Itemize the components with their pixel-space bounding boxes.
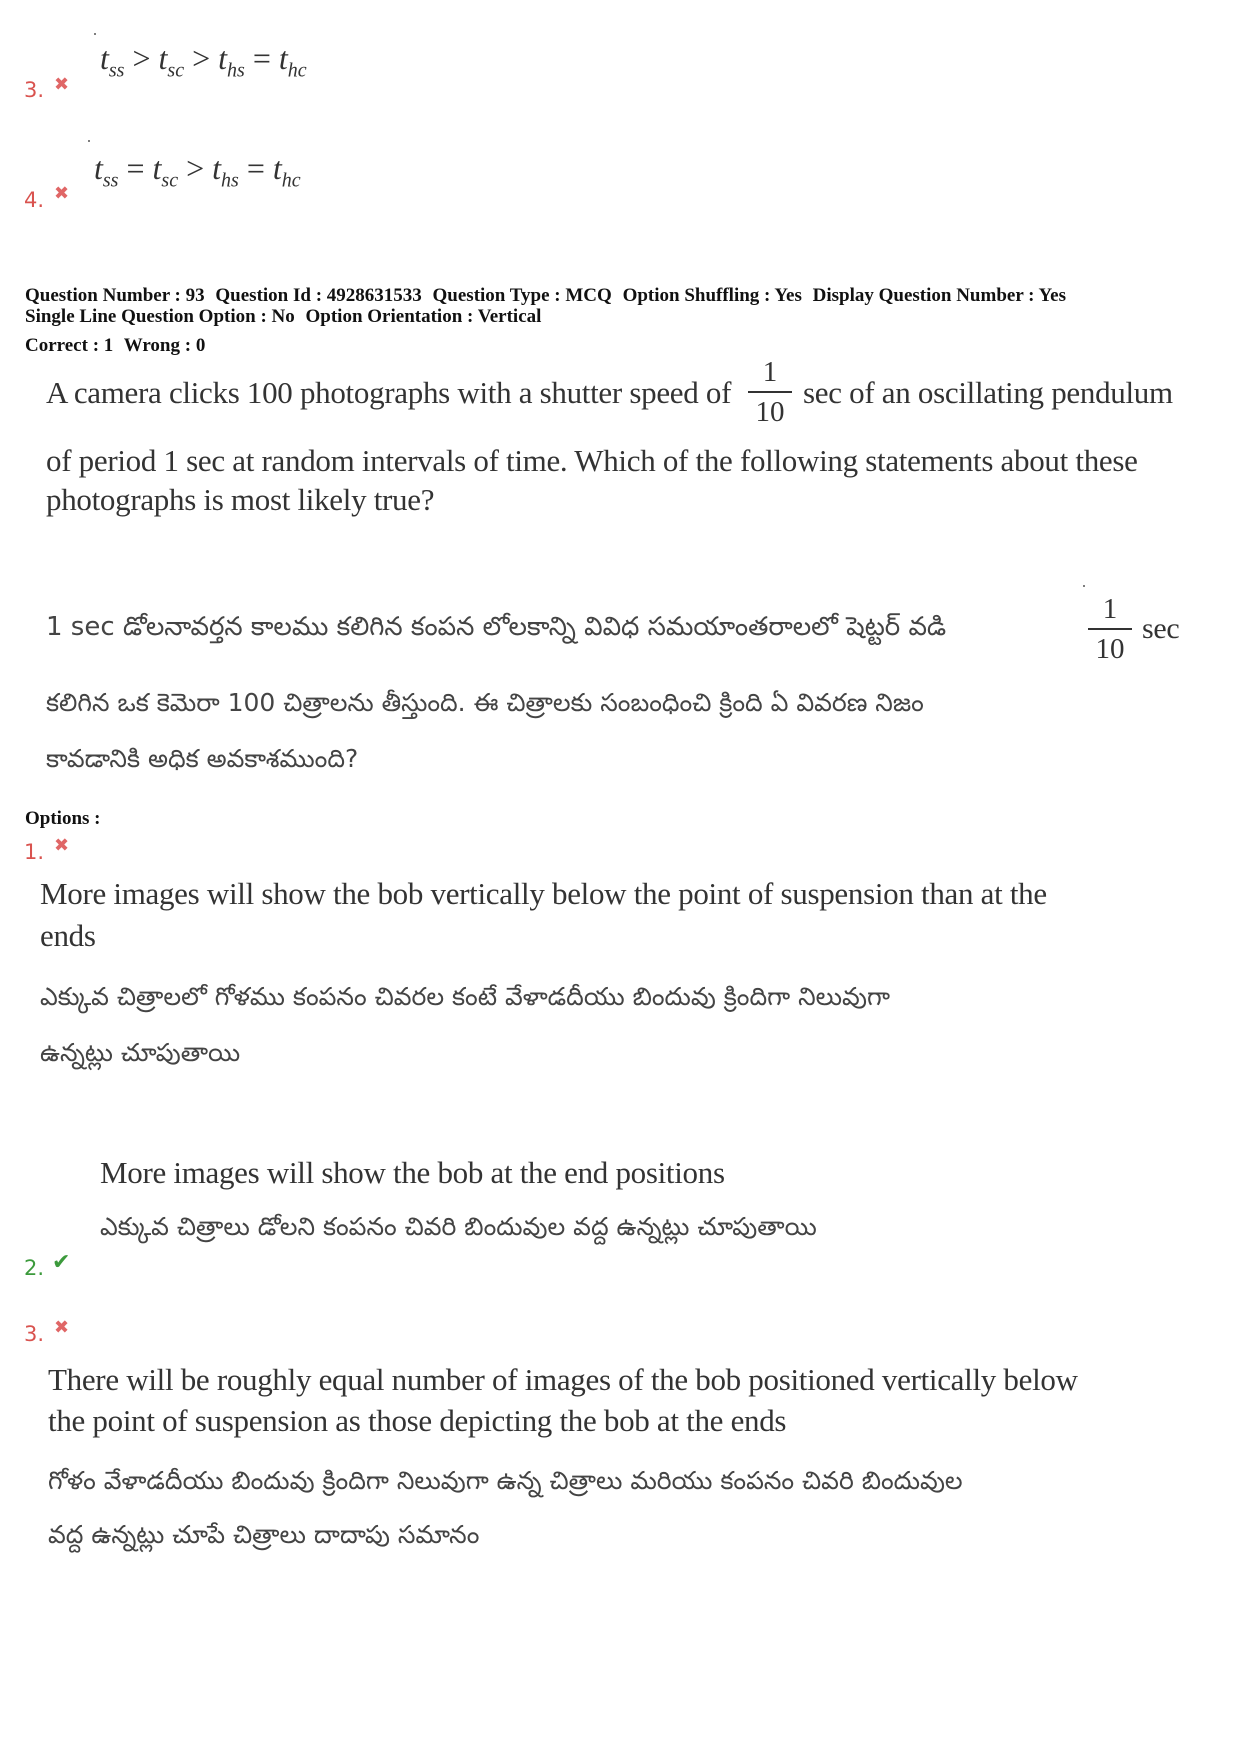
option-1-te-line-2: ఉన్నట్లు చూపుతాయి [40, 1038, 241, 1067]
dot-mark [94, 33, 96, 35]
fraction: 1 10 [1088, 592, 1132, 666]
question-te-line-3: కావడానికి అధిక అవకాశముంది? [46, 744, 359, 773]
option-number: 1. [24, 840, 45, 864]
option-2-en-line-1: More images will show the bob at the end positions [100, 1155, 725, 1190]
dot-mark [1083, 585, 1085, 587]
option-1-te-line-1: ఎక్కువ చిత్రాలలో గోళము కంపనం చివరల కంటే వేళాడదీయు బిందువు క్రిందిగా నిలువుగా [40, 982, 890, 1011]
wrong-icon: ✖ [54, 183, 70, 204]
formula-option-3: $t_{ss} > t_{sc} > t_{hs} = t_{hc}$ [100, 40, 307, 82]
option-number: 4. [24, 188, 45, 212]
question-meta-line-2: Single Line Question Option : No Option Orientation : Vertical [25, 306, 542, 327]
option-3-en-line-1: There will be roughly equal number of images of the bob positioned vertically below [48, 1362, 1078, 1397]
formula-option-4: $t_{ss} = t_{sc} > t_{hs} = t_{hc}$ [94, 150, 301, 192]
option-2-te-line-1: ఎక్కువ చిత్రాలు డోలని కంపనం చివరి బిందువుల వద్ద ఉన్నట్లు చూపుతాయి [100, 1212, 817, 1241]
option-1-en-line-2: ends [40, 918, 96, 953]
fraction: 1 10 [748, 355, 792, 429]
dot-mark [88, 140, 90, 142]
question-en-line-1-pre: A camera clicks 100 photographs with a shutter speed of [46, 375, 732, 410]
options-label: Options : [25, 808, 101, 829]
question-meta-line-1: Question Number : 93 Question Id : 4928631533 Question Type : MCQ Option Shuffling : Yes Display Question Number : Yes [25, 285, 1066, 306]
option-number: 2. [24, 1256, 45, 1280]
wrong-icon: ✖ [54, 74, 70, 95]
question-en-line-1-post: sec of an oscillating pendulum [803, 375, 1173, 410]
wrong-icon: ✖ [54, 835, 70, 856]
question-meta-score: Correct : 1 Wrong : 0 [25, 335, 206, 356]
option-3-en-line-2: the point of suspension as those depicting the bob at the ends [48, 1403, 787, 1438]
option-3-te-line-1: గోళం వేళాడదీయు బిందువు క్రిందిగా నిలువుగా ఉన్న చిత్రాలు మరియు కంపనం చివరి బిందువుల [48, 1466, 963, 1495]
question-te-line-1-pre: 1 sec డోలనావర్తన కాలము కలిగిన కంపన లోలకాన్ని వివిధ సమయాంతరాలలో షెట్టర్ వడి [46, 612, 947, 642]
question-en-line-2: of period 1 sec at random intervals of time. Which of the following statements about these [46, 443, 1138, 478]
option-number: 3. [24, 1322, 45, 1346]
question-te-line-2: కలిగిన ఒక కెమెరా 100 చిత్రాలను తీస్తుంది. ఈ చిత్రాలకు సంబంధించి క్రింది ఏ వివరణ నిజం [46, 688, 924, 717]
check-icon: ✔ [52, 1250, 71, 1275]
question-en-line-3: photographs is most likely true? [46, 482, 435, 517]
option-1-en-line-1: More images will show the bob vertically below the point of suspension than at the [40, 876, 1047, 911]
option-number: 3. [24, 78, 45, 102]
question-te-line-1-post: sec [1142, 612, 1180, 645]
option-3-te-line-2: వద్ద ఉన్నట్లు చూపే చిత్రాలు దాదాపు సమానం [48, 1520, 480, 1549]
wrong-icon: ✖ [54, 1317, 70, 1338]
